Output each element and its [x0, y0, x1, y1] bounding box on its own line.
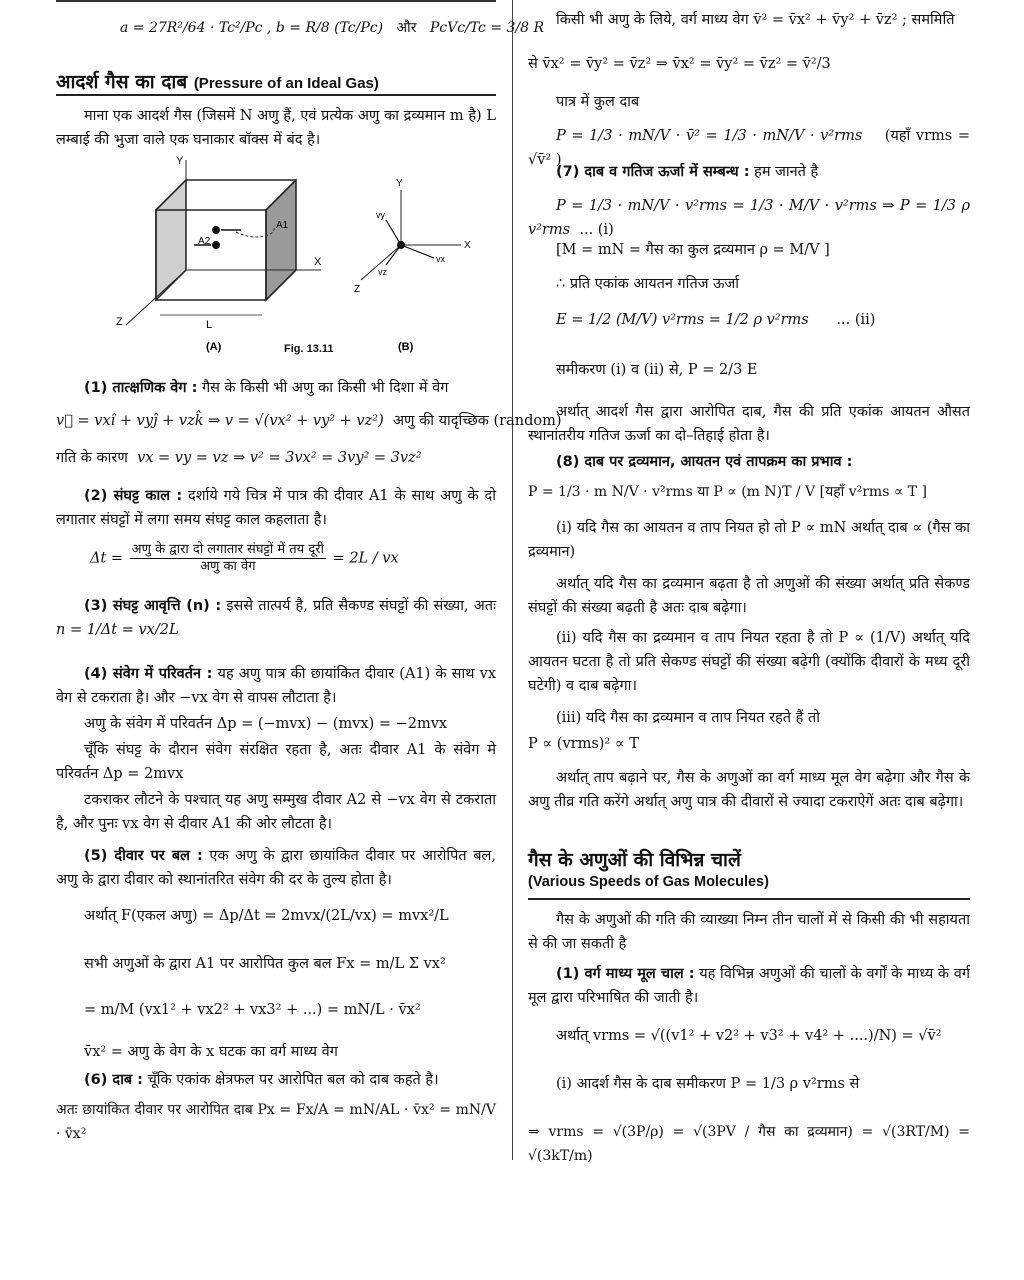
- speeds-intro: गैस के अणुओं की गति की व्याख्या निम्न तीन चालों में से किसी की भी सहायता से की जा सकती है: [528, 912, 970, 952]
- r-total-pressure: पात्र में कुल दाब: [556, 94, 640, 110]
- svg-text:X: X: [464, 240, 471, 251]
- figure-label-a: (A): [206, 341, 222, 353]
- s1-random-motion: गति के कारण vx = vy = vz ⇒ v² = 3vx² = 3vy² = 3vz²: [56, 450, 422, 466]
- side-length-label: L: [206, 319, 213, 331]
- vx-label: vx: [436, 254, 445, 264]
- wall-a2-label: A2: [198, 236, 211, 247]
- rms-eq: अर्थात् vrms = √((v1² + v2² + v3² + v4² + ....)/N) = √v̄²: [556, 1028, 942, 1044]
- intro-paragraph: माना एक आदर्श गैस (जिसमें N अणु हैं, एवं प्रत्येक अणु का द्रव्यमान m है) L लम्बाई की भुजा वाले एक घनाकार बॉक्स में बंद है।: [56, 108, 496, 148]
- s8-iii2: अर्थात् ताप बढ़ाने पर, गैस के अणुओं का वर्ग माध्य मूल वेग बढ़ेगा और गैस के अणु तीव्र गति करेंगे अर्थात् अणु पात्र की दीवारों से ज्यादा टकराऐगें अतः दाब बढ़ेगा।: [528, 770, 970, 810]
- axis-y-label: Y: [176, 155, 184, 167]
- s2-collision-eq: Δt = $\frac{\text{अणु के द्वारा दो लगातार संघट्टों में तय दूरी}}{\text{अणु का वेग}}$ = 2L / vx: [90, 542, 399, 574]
- r-pressure-eq: P = 1/3 · mN/V · v̄² = 1/3 · mN/V · v²rms (यहाँ vrms = √v̄² ): [528, 128, 970, 168]
- s4-line4: टकराकर लौटने के पश्चात् यह अणु सम्मुख दीवार A2 से −vx वेग से टकराता है, और पुनः vx वेग से दीवार A1 की ओर लौटता है।: [56, 792, 496, 832]
- figure-label-b: (B): [398, 341, 414, 353]
- s5-eq3: = m/M (vx1² + vx2² + vx3² + ...) = mN/L · v̄x²: [84, 1002, 421, 1018]
- rms-speed: (1) वर्ग माध्य मूल चाल : यह विभिन्न अणुओं की चालों के वर्गों के माध्य के वर्ग मूल द्वारा परिभाषित की जाती है।: [528, 966, 970, 1006]
- left-column: [56, 0, 562, 1280]
- svg-text:Z: Z: [354, 284, 361, 295]
- s6-eq: अतः छायांकित दीवार पर आरोपित दाब Px = Fx/A = mN/AL · v̄x² = mN/V · v̄x²: [56, 1102, 496, 1142]
- s5-force-on-wall: (5) दीवार पर बल : एक अणु के द्वारा छायांकित दीवार पर आरोपित बल, अणु के द्वारा दीवार को स्थानांतरित संवेग की दर के तुल्य होता है।: [56, 848, 496, 888]
- s4-momentum-change: (4) संवेग में परिवर्तन : यह अणु पात्र की छायांकित दीवार (A1) के साथ vx वेग से टकराता है। और −vx वेग से वापस लौटाता है।: [56, 666, 496, 706]
- s5-eq1: अर्थात् F(एकल अणु) = Δp/Δt = 2mvx/(2L/vx) = mvx²/L: [84, 908, 449, 924]
- s4-line3: चूँकि संघट्ट के दौरान संवेग संरक्षित रहता है, अतः दीवार A1 के संवेग मे परिवर्तन Δp = 2mvx: [56, 742, 496, 782]
- molecule-2: [212, 241, 220, 249]
- right-column: [528, 0, 970, 1280]
- heading-rule-2: [528, 898, 970, 900]
- s7-eq: P = 1/3 · mN/V · v²rms = 1/3 · M/V · v²rms ⇒ P = 1/3 ρ v²rms ... (i): [528, 198, 970, 238]
- s7-note: [M = mN = गैस का कुल द्रव्यमान ρ = M/V ]: [556, 242, 830, 258]
- shaded-wall-a1: [266, 180, 296, 300]
- s8-i2: अर्थात् यदि गैस का द्रव्यमान बढ़ता है तो अणुओं की संख्या अर्थात् प्रति सेकण्ड संघट्टों की संख्या बढ़ती है अतः दाब बढ़ेगा।: [528, 576, 970, 616]
- figure-cube: [56, 150, 496, 360]
- r-symmetry: से v̄x² = v̄y² = v̄z² ⇒ v̄x² = v̄y² = v̄z² = v̄²/3: [528, 56, 831, 72]
- section-heading-speeds-en: (Various Speeds of Gas Molecules): [528, 874, 769, 890]
- s8-iii: (iii) यदि गैस का द्रव्यमान व ताप नियत रहते हैं तो: [556, 710, 820, 726]
- s7-ke-per-volume: ∴ प्रति एकांक आयतन गतिज ऊर्जा: [556, 276, 739, 292]
- s2-collision-time: (2) संघट्ट काल : दर्शाये गये चित्र में पात्र की दीवार A1 के साथ अणु के दो लगातार संघट्टों में लगा समय संघट्ट काल कहलाता है।: [56, 488, 496, 528]
- s1-instantaneous-velocity: (1) तात्क्षणिक वेग : गैस के किसी भी अणु का किसी भी दिशा में वेग: [84, 380, 449, 396]
- s8-ii: (ii) यदि गैस का द्रव्यमान व ताप नियत रहता है तो P ∝ (1/V) अर्थात् यदि आयतन घटता है तो प्रति सेकण्ड संघट्टों की संख्या बढ़ेगी (क्योंकि दीवारों के मध्य दूरी घटेगी) व दाब बढ़ेगा।: [528, 630, 970, 694]
- section-heading-speeds: गैस के अणुओं की विभिन्न चालें: [528, 849, 741, 871]
- axis-z-label: Z: [116, 316, 123, 328]
- column-divider: [512, 0, 513, 1160]
- s7-eq2: E = 1/2 (M/V) v²rms = 1/2 ρ v²rms ... (ii): [556, 312, 876, 328]
- vy-label: vy: [376, 210, 385, 220]
- s6-pressure: (6) दाब : चूँकि एकांक क्षेत्रफल पर आरोपित बल को दाब कहते है।: [84, 1072, 439, 1088]
- s5-eq4: v̄x² = अणु के वेग के x घटक का वर्ग माध्य वेग: [84, 1044, 338, 1060]
- s5-eq2: सभी अणुओं के द्वारा A1 पर आरोपित कुल बल Fx = m/L Σ vx²: [84, 956, 446, 972]
- figure-caption: Fig. 13.11: [284, 343, 334, 355]
- svg-text:Y: Y: [396, 178, 403, 189]
- rms-eq2: ⇒ vrms = √(3P/ρ) = √(3PV / गैस का द्रव्यमान) = √(3RT/M) = √(3kT/m): [528, 1124, 970, 1164]
- shaded-wall-a2: [156, 180, 186, 300]
- s4-line2: अणु के संवेग में परिवर्तन Δp = (−mvx) − (mvx) = −2mvx: [84, 716, 448, 732]
- section-heading-pressure: आदर्श गैस का दाब (Pressure of an Ideal Gas): [56, 71, 379, 93]
- axis-x-label: X: [314, 256, 322, 268]
- s1-velocity-eq: v⃗ = vxî + vyĵ + vzk̂ ⇒ v = √(vx² + vy² + vz²) अणु की यादृच्छिक (random): [56, 413, 562, 429]
- s7-conclusion: अर्थात् आदर्श गैस द्वारा आरोपित दाब, गैस की प्रति एकांक आयतन औसत स्थानांतरीय गतिज ऊर्जा का दो–तिहाई होता है।: [528, 404, 970, 444]
- vz-label: vz: [378, 267, 387, 277]
- cube-diagram: [56, 150, 496, 360]
- rms-i: (i) आदर्श गैस के दाब समीकरण P = 1/3 ρ v²rms से: [556, 1076, 860, 1092]
- s8-effects: (8) दाब पर द्रव्यमान, आयतन एवं तापक्रम का प्रभाव :: [556, 454, 853, 470]
- s8-iii-eq: P ∝ (vrms)² ∝ T: [528, 736, 639, 752]
- heading-rule: [56, 94, 496, 96]
- s7-from-eqs: समीकरण (i) व (ii) से, P = 2/3 E: [556, 362, 758, 378]
- r-mean-square: किसी भी अणु के लिये, वर्ग माध्य वेग v̄² = v̄x² + v̄y² + v̄z² ; सममिति: [556, 12, 955, 28]
- wall-a1-label: A1: [276, 220, 289, 231]
- s3-collision-frequency: (3) संघट्ट आवृत्ति (n) : इससे तात्पर्य है, प्रति सैकण्ड संघट्टों की संख्या, अतः n = 1/Δt = vx/2L: [56, 598, 496, 638]
- van-der-waals-constants: a = 27R²/64 · Tc²/Pc , b = R/8 (Tc/Pc) और PcVc/Tc = 3/8 R: [120, 20, 545, 36]
- s7-pressure-ke: (7) दाब व गतिज ऊर्जा में सम्बन्ध : हम जानते है: [556, 164, 819, 180]
- molecule-1: [212, 226, 220, 234]
- s8-eq: P = 1/3 · m N/V · v²rms या P ∝ (m N)T / V [यहाँ v²rms ∝ T ]: [528, 484, 928, 500]
- s8-i: (i) यदि गैस का आयतन व ताप नियत हो तो P ∝ mN अर्थात् दाब ∝ (गैस का द्रव्यमान): [528, 520, 970, 560]
